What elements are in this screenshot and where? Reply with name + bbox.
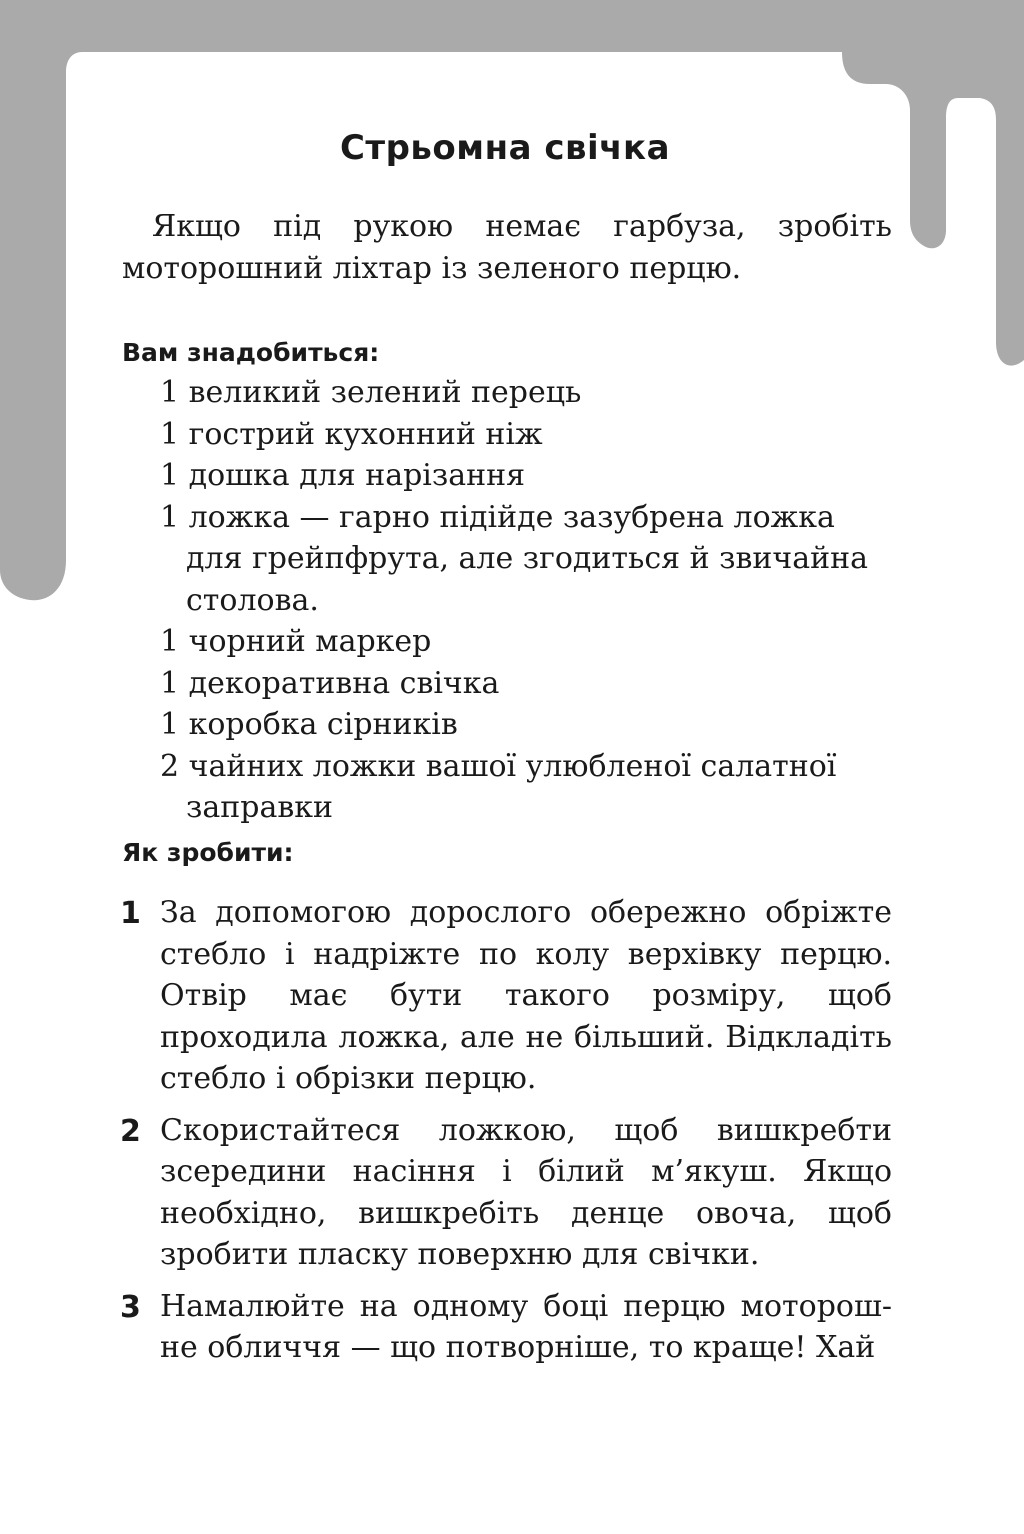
materials-list (160, 372, 900, 829)
list-item: 2 чайних ложки вашої улюбленої салатної заправки (160, 748, 837, 825)
step-text: Намалюйте на одному боці перцю моторошне обличчя — що потворніше, то краще! Хай (160, 1288, 892, 1365)
step-text: Скористайтеся ложкою, щоб вишкребти зсередини насіння і білий м’якуш. Якщо необхідно, вишкребіть денце овоча, щоб зробити пласку поверхню для свічки. (160, 1112, 892, 1272)
list-item: 1 великий зелений перець (160, 375, 582, 410)
list-item: 1 гострий кухонний ніж (160, 416, 543, 452)
intro-paragraph: Якщо під рукою немає гарбуза, зробіть моторошний ліхтар із зеленого перцю. (122, 209, 892, 286)
list-item: 1 ложка — гарно підійде зазубрена ложка для грейпфрута, але згодиться й звичайна столова. (160, 499, 868, 618)
step-text: За допомогою дорослого обережно обріжте стебло і надріжте по колу верхівку перцю. Отвір має бути такого розміру, щоб проходила ложка, але не більший. Відкладіть стебло і обрізки перцю. (160, 895, 892, 1096)
step-number: 2 (120, 1113, 141, 1149)
step-item (120, 1286, 892, 1369)
step-number: 3 (120, 1289, 141, 1325)
step-number: 1 (120, 896, 141, 931)
list-item: 1 декоративна свічка (160, 665, 500, 701)
step-item (120, 892, 892, 1100)
instructions-heading: Як зробити: (122, 838, 294, 867)
list-item: 1 дошка для нарізання (160, 458, 526, 493)
page-title: Стрьомна свічка (339, 128, 671, 168)
instructions-list (120, 892, 892, 1379)
step-item (120, 1110, 892, 1276)
list-item: 1 коробка сірників (160, 707, 458, 742)
list-item: 1 чорний маркер (160, 624, 432, 659)
materials-heading: Вам знадобиться: (122, 338, 380, 367)
